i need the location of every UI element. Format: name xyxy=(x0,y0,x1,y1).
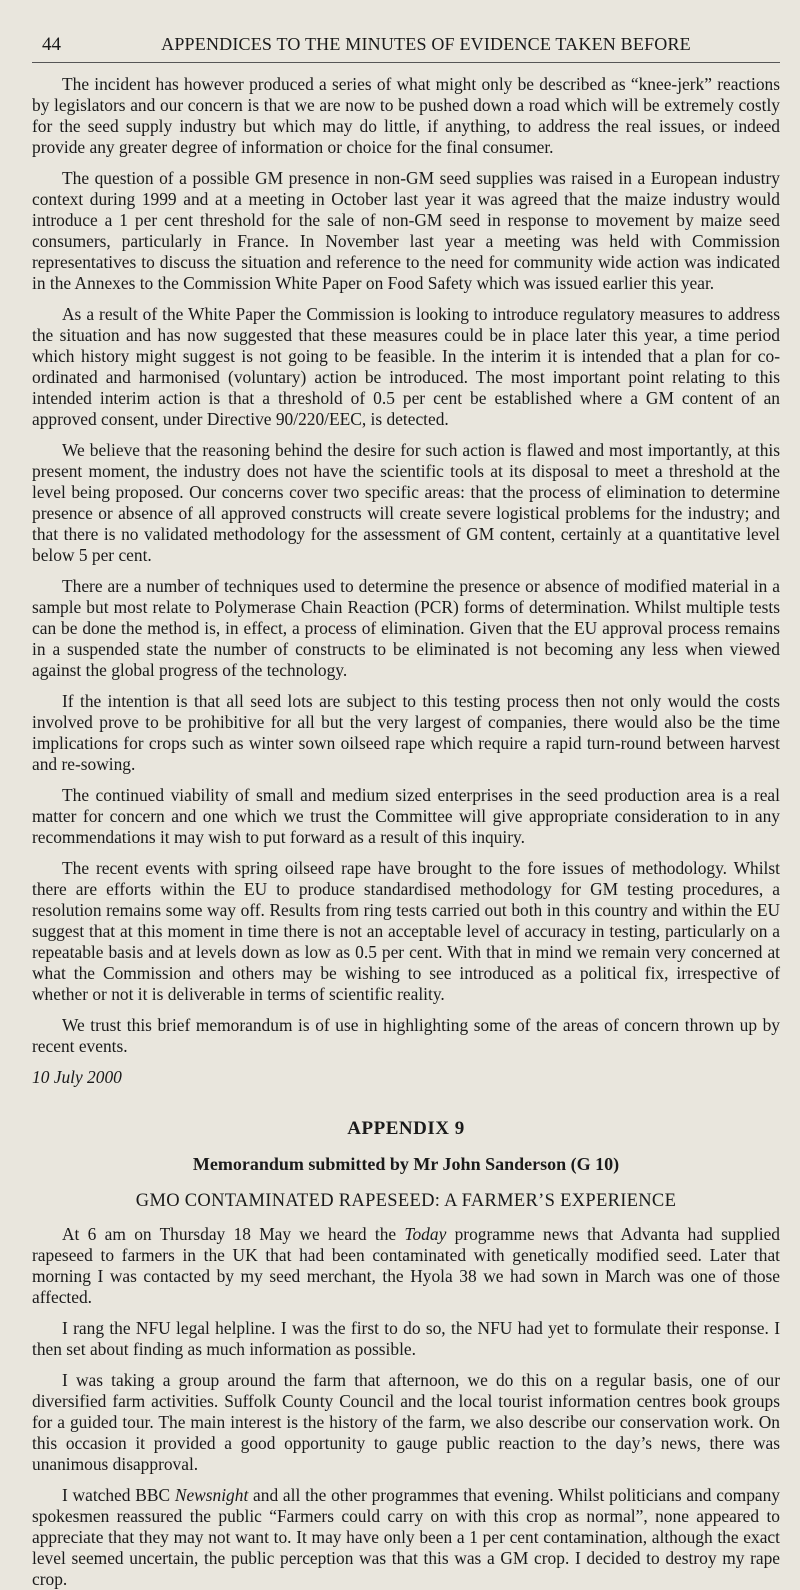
article-title: GMO CONTAMINATED RAPESEED: A FARMER’S EXPERIENCE xyxy=(135,1191,677,1211)
paragraph xyxy=(32,1485,780,1590)
paragraph: The continued viability of small and medium sized enterprises in the seed production area is a real matter for concern and one which we trust the Committee will give appropriate consideration to in any recommendations it may wish to put forward as a result of this inquiry. xyxy=(32,785,780,847)
text-span: I watched BBC xyxy=(62,1485,175,1505)
text-span: At 6 am on Thursday 18 May we heard the xyxy=(62,1224,405,1244)
memo-date: 10 July 2000 xyxy=(32,1067,122,1087)
paragraph: The question of a possible GM presence in non-GM seed supplies was raised in a European industry context during 1999 and at a meeting in October last year it was agreed that the maize industry would introduce a 1 per cent threshold for the sale of non-GM seed in response to movement by maize seed consumers, particularly in France. In November last year a meeting was held with Commission representatives to discuss the situation and reference to the need for community wide action was indicated in the Annexes to the Commission White Paper on Food Safety which was issued earlier this year. xyxy=(32,168,780,293)
page-body xyxy=(32,62,780,1590)
paragraph: I was taking a group around the farm that afternoon, we do this on a regular basis, one of our diversified farm activities. Suffolk County Council and the local tourist information centres book groups for a guided tour. The main interest is the history of the farm, we also describe our conservation work. On this occasion it provided a good opportunity to gauge public reaction to the day’s news, there was unanimous disapproval. xyxy=(32,1370,780,1474)
running-head: APPENDICES TO THE MINUTES OF EVIDENCE TAKEN BEFORE xyxy=(161,34,691,54)
text-span: and all the other programmes that evening. Whilst politicians and company spokesmen reassured the public “Farmers could carry on with this crop as normal”, none appeared to appreciate that they may not want to. It may have only been a 1 per cent contamination, although the exact level seemed uncertain, the public perception was that this was a GM crop. I decided to destroy my rape crop. xyxy=(32,1485,780,1589)
paragraph: We trust this brief memorandum is of use in highlighting some of the areas of concern thrown up by recent events. xyxy=(32,1015,780,1056)
page-header xyxy=(32,0,780,62)
paragraph xyxy=(32,1224,780,1308)
paragraph: If the intention is that all seed lots are subject to this testing process then not only would the costs involved prove to be prohibitive for all but the very largest of companies, there would also be the time implications for crops such as winter sown oilseed rape which require a rapid turn-round between harvest and re-sowing. xyxy=(32,691,780,774)
paragraph: There are a number of techniques used to determine the presence or absence of modified material in a sample but most relate to Polymerase Chain Reaction (PCR) forms of determination. Whilst multiple tests can be done the method is, in effect, a process of elimination. Given that the EU approval process remains in a suspended state the number of constructs to be eliminated is not becoming any less when viewed against the global progress of the technology. xyxy=(32,576,780,680)
paragraph: As a result of the White Paper the Commission is looking to introduce regulatory measures to address the situation and has now suggested that these measures could be in place later this year, a time period which history might suggest is not going to be feasible. In the interim it is intended that a plan for co-ordinated and harmonised (voluntary) action be introduced. The most important point relating to this intended interim action is that a threshold of 0.5 per cent be established where a GM content of an approved consent, under Directive 90/220/EEC, is detected. xyxy=(32,304,780,429)
programme-title: Today xyxy=(404,1224,447,1244)
header-rule xyxy=(32,62,780,63)
appendix-title: APPENDIX 9 xyxy=(347,1118,465,1139)
programme-title: Newsnight xyxy=(174,1485,249,1505)
memo-title: Memorandum submitted by Mr John Sanderson (G 10) xyxy=(192,1154,620,1174)
paragraph: We believe that the reasoning behind the desire for such action is flawed and most importantly, at this present moment, the industry does not have the scientific tools at its disposal to meet a threshold at the level being proposed. Our concerns cover two specific areas: that the process of elimination to determine presence or absence of all approved constructs will create severe logistical problems for the industry; and that there is no validated methodology for the assessment of GM content, certainly at a quantitative level below 5 per cent. xyxy=(32,440,780,565)
page-number: 44 xyxy=(42,34,61,55)
text-span: programme news that Advanta had supplied rapeseed to farmers in the UK that had been contaminated with genetically modified seed. Later that morning I was contacted by my seed merchant, the Hyola 38 we had sown in March was one of those affected. xyxy=(32,1224,781,1307)
paragraph: I rang the NFU legal helpline. I was the first to do so, the NFU had yet to formulate their response. I then set about finding as much information as possible. xyxy=(32,1318,780,1359)
paragraph: The recent events with spring oilseed rape have brought to the fore issues of methodology. Whilst there are efforts within the EU to produce standardised methodology for GM testing procedures, a resolution remains some way off. Results from ring tests carried out both in this country and within the EU suggest that at this moment in time there is not an acceptable level of accuracy in testing, particularly on a repeatable basis and at levels down as low as 0.5 per cent. With that in mind we remain very concerned at what the Commission and others may be wishing to see introduced as a political fix, irrespective of whether or not it is deliverable in terms of scientific reality. xyxy=(32,858,780,1004)
paragraph: The incident has however produced a series of what might only be described as “knee-jerk” reactions by legislators and our concern is that we are now to be pushed down a road which will be extremely costly for the seed supply industry but which may do little, if anything, to address the real issues, or indeed provide any greater degree of information or choice for the final consumer. xyxy=(32,74,780,157)
